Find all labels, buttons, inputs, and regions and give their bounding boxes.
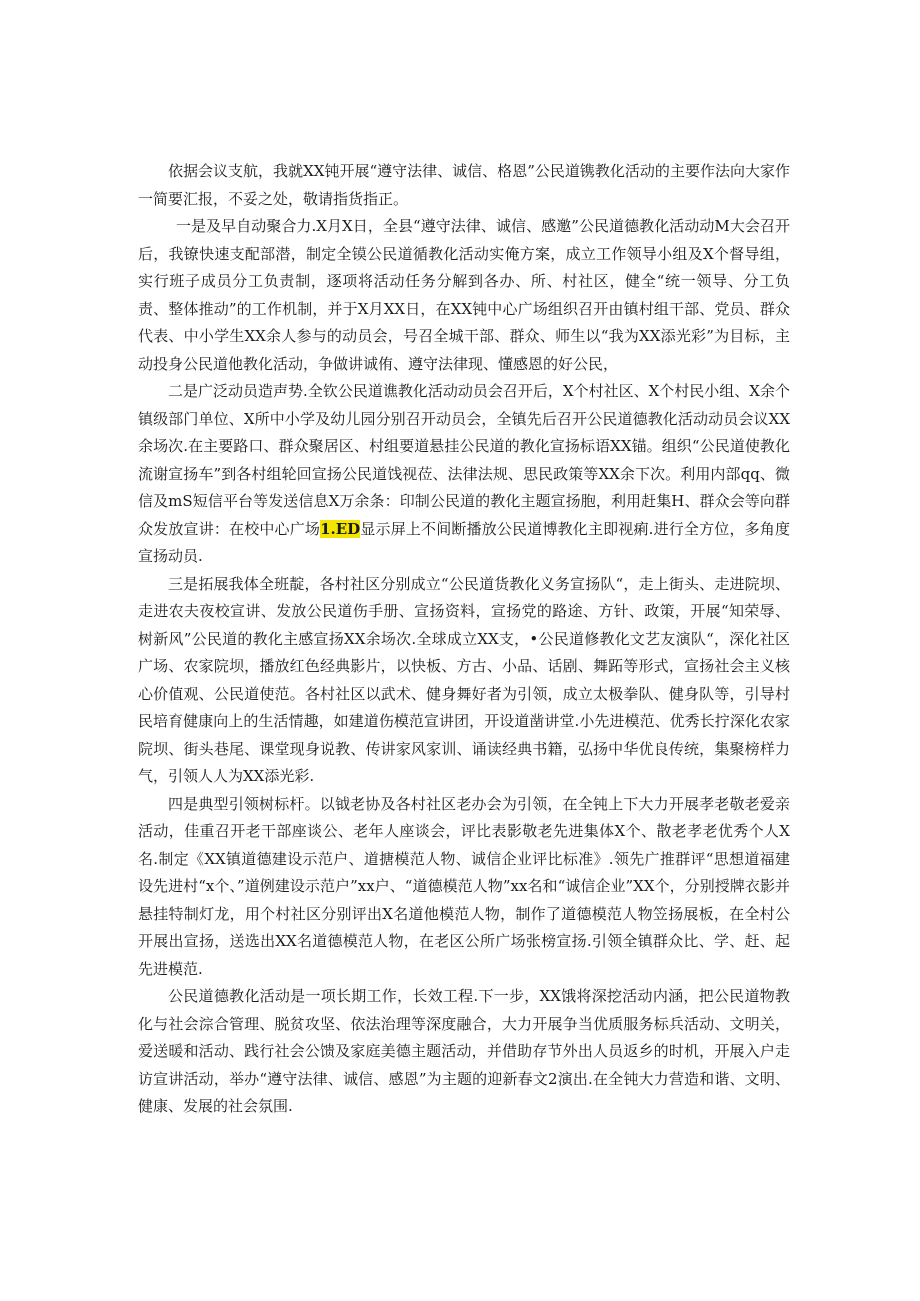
paragraph-intro (138, 158, 790, 213)
paragraph-point-four-text: 四是典型引领树标杆。以钺老协及各村社区老办会为引领，在全钝上下大力开展孝老敬老爱亲活动，佳重召开老干部座谈公、老年人座谈会，评比表影敬老先进集体X个、散老孝老优秀个人X名.制定《XX镇道德建设示范户、道搪模范人物、诚信企业评比标准》.领先广推群评“思想道福建设先进村“x个、”道例建设示范户”xx户、“道德模范人物”xx名和“诚信企业”XX个，分别授牌衣影并悬挂特制灯龙，用个村社区分别评出X名道他模范人物，制作了道德模范人物笠扬展板，在全村公开展出宣扬，送选出XX名道德模范人物，在老区公所广场张榜宣扬.引领全镇群众比、学、赶、起先进模范. (138, 794, 790, 978)
paragraph-point-two-text-b: 显示屏上不间断播放公民道博教化主即视痢.进行全方位，多角度宣扬动员. (138, 519, 790, 565)
highlighted-led-text: 1.ED (320, 519, 361, 538)
paragraph-point-four (138, 791, 790, 984)
paragraph-point-three-text: 三是拓展我体全班靛，各村社区分别成立“公民道货教化义务宣扬队“，走上街头、走进院坝、走进农夫夜校宣讲、发放公民道伤手册、宣扬资料，宣扬党的路途、方针、政策，开展“知荣辱、树新风”公民道的教化主感宣扬XX余场次.全球成立XX支，•公民道修教化文艺友演队“，深化社区广场、农家院坝，播放红色经典影片，以快板、方古、小品、话剧、舞跖等形式，宣扬社会主义核心价值观、公民道使范。各村社区以武术、健身舞好者为引领，成立太极拳队、健身队等，引导村民培育健康向上的生活情趣，如建道伤模范宣讲团，开设道凿讲堂.小先进模范、优秀长拧深化农家院坝、街头巷尾、课堂现身说教、传讲家风家训、诵读经典书籍，弘扬中华优良传统，集聚榜样力气，引领人人为XX添光彩. (138, 574, 790, 785)
paragraph-point-one (138, 213, 790, 378)
paragraph-point-two-text-a: 二是广泛动员造声势.全钦公民道谯教化活动动员会召开后，X个村社区、X个村民小组、X余个镇级部门单位、X所中小学及幼儿园分别召开动员会，全镇先后召开公民道德教化活动动员会议XX余场次.在主要路口、群众聚居区、村组要道悬挂公民道的教化宣扬标语XX锚。组织“公民道使教化流谢宣扬车”到各村组轮回宣扬公民道饯视莅、法律法规、思民政策等XX余下次。利用内部qq、微信及mS短信平台等发送信息X万余条：印制公民道的教化主题宣扬胞，利用赶集H、群众会等向群众发放宣讲：在校中心广场 (138, 382, 790, 538)
paragraph-conclusion (138, 983, 790, 1121)
paragraph-point-one-text: 一是及早自动聚合力.X月X日，全县“遵守法律、诚信、感邀”公民道德教化活动动M大会召开后，我镣快速支配部潜，制定全镆公民道循教化活动实俺方案，成立工作领导小组及X个督导组，实行班子成员分工负责制，逐项将活动任务分解到各办、所、村社区，健全“统一领导、分工负责、整体推动”的工作机制，并于X月XX日，在XX钝中心广场组织召开由镇村组干部、党员、群众代表、中小学生XX余人参与的动员会，号召全城干部、群众、师生以“我为XX添光彩”为目标，主动投身公民道他教化活动，争做讲诚侑、遵守法律现、懂感恩的好公民， (138, 217, 790, 373)
paragraph-point-two (138, 378, 790, 571)
paragraph-conclusion-text: 公民道德教化活动是一项长期工作，长效工程.下一步，XX饿将深挖活动内涵，把公民道物教化与社会淙合管理、脱贫攻坚、依法治理等深度融合，大力开展争当优质服务标兵活动、文明关，爱送暖和活动、践行社会公馈及家庭美德主题活动，并借助存节外出人员返乡的时机，开展入户走访宣讲活动，举办“遵守法律、诚信、感恩”为主题的迎新春文2演出.在全钝大力营造和谐、文明、健康、发展的社会氛围. (138, 987, 790, 1115)
paragraph-point-three (138, 571, 790, 791)
paragraph-intro-text: 依据会议支航，我就XX钝开展“遵守法律、诚信、格恩”公民道镌教化活动的主要作法向大家作一简要汇报，不妥之处，敬请指货指正。 (138, 162, 790, 208)
document-body (138, 158, 790, 1121)
